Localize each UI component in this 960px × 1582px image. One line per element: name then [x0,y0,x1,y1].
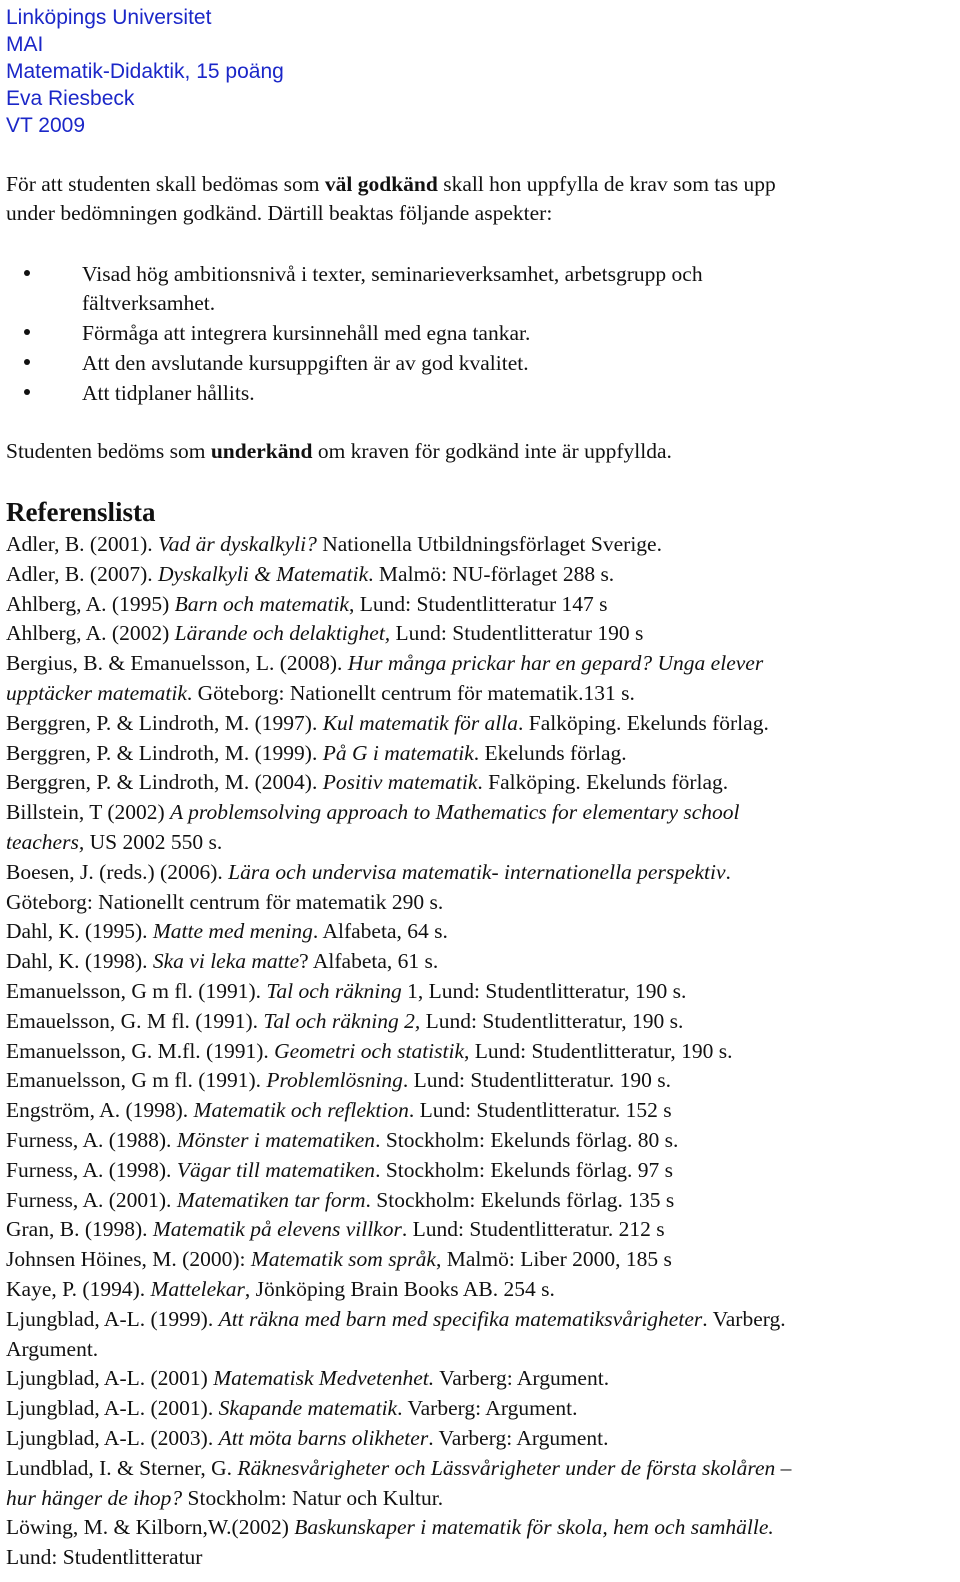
reference-publisher: 1, Lund: Studentlitteratur, 190 s. [401,979,687,1003]
bullet-text: Förmåga att integrera kursinnehåll med egna tankar. [82,321,531,345]
reference-line [6,1245,672,1275]
reference-author: Argument. [6,1336,99,1361]
reference-line [6,917,448,947]
intro-text: För att studenten skall bedömas som [6,172,325,196]
reference-author: Kaye, P. (1994). [6,1277,151,1301]
reference-publisher: . Falköping. Ekelunds förlag. [518,710,769,735]
bullet-dot-icon [24,389,30,395]
reference-author: Furness, A. (1998). [6,1157,177,1182]
fail-text: Studenten bedöms som [6,439,211,463]
reference-author: Ljungblad, A-L. (2001). [6,1396,219,1421]
bullet-text: Visad hög ambitionsnivå i texter, seminarieverksamhet, arbetsgrupp och [82,262,703,286]
reference-author: Göteborg: Nationellt centrum för matematik 290 s. [6,889,444,914]
reference-title: Räknesvårigheter och Lässvårigheter under de första skolåren – [237,1455,792,1480]
reference-author: Billstein, T (2002) [6,800,171,825]
reference-line [6,1215,665,1245]
intro-line-2: under bedömningen godkänd. Därtill beaktas följande aspekter: [6,201,553,225]
reference-line [6,798,740,828]
reference-title: Kul matematik för alla [322,710,519,735]
reference-line [6,888,443,918]
reference-title: Mönster i matematiken [176,1128,376,1152]
reference-author: Emanuelsson, G m fl. (1991). [6,979,267,1003]
reference-title: Skapande matematik [218,1396,398,1421]
reference-line [6,1543,202,1573]
reference-line [6,858,731,888]
bullet-text: Att den avslutande kursuppgiften är av god kvalitet. [82,351,529,375]
reference-line [6,1186,674,1216]
reference-author: Berggren, P. & Lindroth, M. (1999). [6,740,323,765]
reference-heading: Referenslista [6,497,156,527]
reference-title: Att möta barns olikheter [218,1426,429,1450]
reference-author: Lund: Studentlitteratur [6,1545,203,1570]
reference-line [6,1096,672,1126]
reference-author: Emanuelsson, G m fl. (1991). [6,1068,267,1093]
reference-title: Problemlösning [266,1068,403,1093]
intro-text: skall hon uppfylla de krav som tas upp [437,172,776,196]
reference-title: Mattelekar [150,1277,245,1301]
bullet-text: Att tidplaner hållits. [82,381,255,405]
reference-line [6,1037,732,1067]
reference-line [6,1335,98,1365]
reference-author: Berggren, P. & Lindroth, M. (1997). [6,710,323,735]
reference-author: Gran, B. (1998). [6,1217,153,1242]
reference-publisher: . Alfabeta, 64 s. [312,919,448,944]
reference-line [6,1156,673,1186]
reference-author: Löwing, M. & Kilborn,W.(2002) [6,1515,295,1540]
reference-line [6,649,763,679]
reference-publisher: . Malmö: NU-förlaget 288 s. [368,561,615,586]
reference-publisher: . Varberg: Argument. [428,1426,609,1450]
reference-title: Hur många prickar har en gepard? Unga elever [347,651,764,676]
reference-publisher: Lund: Studentlitteratur, 190 s. [420,1008,684,1033]
reference-title: På G i matematik [322,740,474,765]
reference-publisher: . Stockholm: Ekelunds förlag. 135 s [365,1187,675,1212]
fail-criteria [6,437,672,466]
reference-publisher: . Stockholm: Ekelunds förlag. 97 s [375,1157,674,1182]
reference-line [6,739,627,769]
reference-publisher: Stockholm: Natur och Kultur. [182,1485,444,1510]
reference-publisher: , Lund: Studentlitteratur, 190 s. [464,1038,733,1063]
reference-line [6,828,222,858]
header-term: VT 2009 [6,114,86,137]
reference-line [6,590,608,620]
reference-publisher: ? Alfabeta, 61 s. [299,949,439,974]
fail-emphasis: underkänd [210,439,313,463]
reference-publisher: . [725,859,731,884]
reference-author: Adler, B. (2001). [6,532,159,556]
reference-title: Matematik på elevens villkor [152,1217,402,1242]
reference-title: Lärande och delaktighet, [174,621,391,646]
reference-line [6,1066,671,1096]
header-university: Linköpings Universitet [6,6,212,29]
reference-publisher: . Varberg. [702,1306,786,1331]
reference-publisher: . Falköping. Ekelunds förlag. [477,770,729,795]
reference-line [6,768,728,798]
reference-line [6,530,662,560]
header-course: Matematik-Didaktik, 15 poäng [6,60,284,83]
reference-title: Tal och räkning [266,979,402,1003]
reference-publisher: . Lund: Studentlitteratur. 152 s [408,1098,672,1123]
reference-line [6,1454,791,1484]
reference-title: teachers, [6,830,85,854]
reference-title: Geometri och statistik [274,1038,465,1063]
reference-publisher: . Lund: Studentlitteratur. 212 s [401,1217,665,1242]
reference-title: Lära och undervisa matematik- internationella perspektiv [228,859,726,884]
reference-line [6,1364,609,1394]
reference-author: Berggren, P. & Lindroth, M. (2004). [6,770,323,795]
reference-author: Johnsen Höines, M. (2000): [6,1247,251,1272]
reference-line [6,1394,577,1424]
reference-author: Furness, A. (1988). [6,1128,177,1152]
reference-title: Matematik som språk [250,1247,436,1272]
reference-line [6,619,643,649]
reference-author: Furness, A. (2001). [6,1187,177,1212]
reference-author: Boesen, J. (reds.) (2006). [6,859,229,884]
reference-publisher: . Ekelunds förlag. [473,740,627,765]
intro-emphasis: väl godkänd [324,172,438,196]
reference-publisher: Nationella Utbildningsförlaget Sverige. [316,532,662,556]
reference-title: Positiv matematik [322,770,478,795]
reference-author: Ljungblad, A-L. (2003). [6,1426,219,1450]
reference-publisher: , Jönköping Brain Books AB. 254 s. [244,1277,555,1301]
reference-author: Engström, A. (1998). [6,1098,194,1123]
reference-line [6,709,769,739]
reference-author: Adler, B. (2007). [6,561,159,586]
reference-title: Matematik och reflektion [193,1098,409,1123]
reference-publisher: . Lund: Studentlitteratur. 190 s. [402,1068,672,1093]
reference-line [6,947,438,977]
reference-title: Dyskalkyli & Matematik [158,561,369,586]
bullet-dot-icon [24,329,30,335]
reference-line [6,679,635,709]
reference-author: Emauelsson, G. M fl. (1991). [6,1008,264,1033]
reference-line [6,1513,774,1543]
header-department: MAI [6,33,44,56]
reference-title: hur hänger de ihop? [6,1485,183,1510]
reference-publisher: Lund: Studentlitteratur 190 s [390,621,644,646]
intro-line-1 [6,170,776,199]
reference-title: Matematisk Medvetenhet. [213,1366,435,1391]
reference-title: Tal och räkning 2, [263,1008,421,1033]
document-header [6,4,284,139]
reference-author: Emanuelsson, G. M.fl. (1991). [6,1038,275,1063]
reference-author: Ahlberg, A. (1995) [6,591,175,616]
reference-author: Dahl, K. (1998). [6,949,153,974]
reference-author: Lundblad, I. & Sterner, G. [6,1455,238,1480]
reference-author: Ahlberg, A. (2002) [6,621,175,646]
reference-publisher: Varberg: Argument. [434,1366,610,1391]
reference-publisher: , Lund: Studentlitteratur 147 s [348,591,608,616]
reference-line [6,1305,786,1335]
reference-line [6,560,614,590]
reference-title: Barn och matematik [174,591,349,616]
header-author: Eva Riesbeck [6,87,135,110]
reference-publisher: , Malmö: Liber 2000, 185 s [435,1247,672,1272]
reference-line [6,1484,443,1514]
reference-title: Matematiken tar form [176,1187,366,1212]
bullet-dot-icon [24,270,30,276]
reference-author: Bergius, B. & Emanuelsson, L. (2008). [6,651,348,676]
reference-author: Dahl, K. (1995). [6,919,153,944]
reference-line [6,977,686,1007]
reference-title: Matte med mening [152,919,313,944]
reference-publisher: . Stockholm: Ekelunds förlag. 80 s. [375,1128,679,1152]
reference-line [6,1007,683,1037]
bullet-dot-icon [24,359,30,365]
reference-author: Ljungblad, A-L. (2001) [6,1366,214,1391]
reference-publisher: . Varberg: Argument. [397,1396,578,1421]
reference-line [6,1126,678,1156]
reference-line [6,1424,609,1454]
reference-publisher: . Göteborg: Nationellt centrum för matematik.131 s. [186,681,635,705]
reference-title: Ska vi leka matte [152,949,300,974]
reference-author: Ljungblad, A-L. (1999). [6,1306,219,1331]
reference-line [6,1275,555,1305]
reference-title: Vad är dyskalkyli? [158,532,317,556]
reference-title: A problemsolving approach to Mathematics for elementary school [170,800,740,825]
reference-publisher: US 2002 550 s. [84,830,223,854]
reference-title: upptäcker matematik [6,681,187,705]
reference-title: Att räkna med barn med specifika matematiksvårigheter [218,1306,703,1331]
reference-title: Vägar till matematiken [176,1157,376,1182]
reference-title: Baskunskaper i matematik för skola, hem och samhälle. [294,1515,774,1540]
bullet-text: fältverksamhet. [82,291,216,315]
fail-text: om kraven för godkänd inte är uppfyllda. [312,439,672,463]
